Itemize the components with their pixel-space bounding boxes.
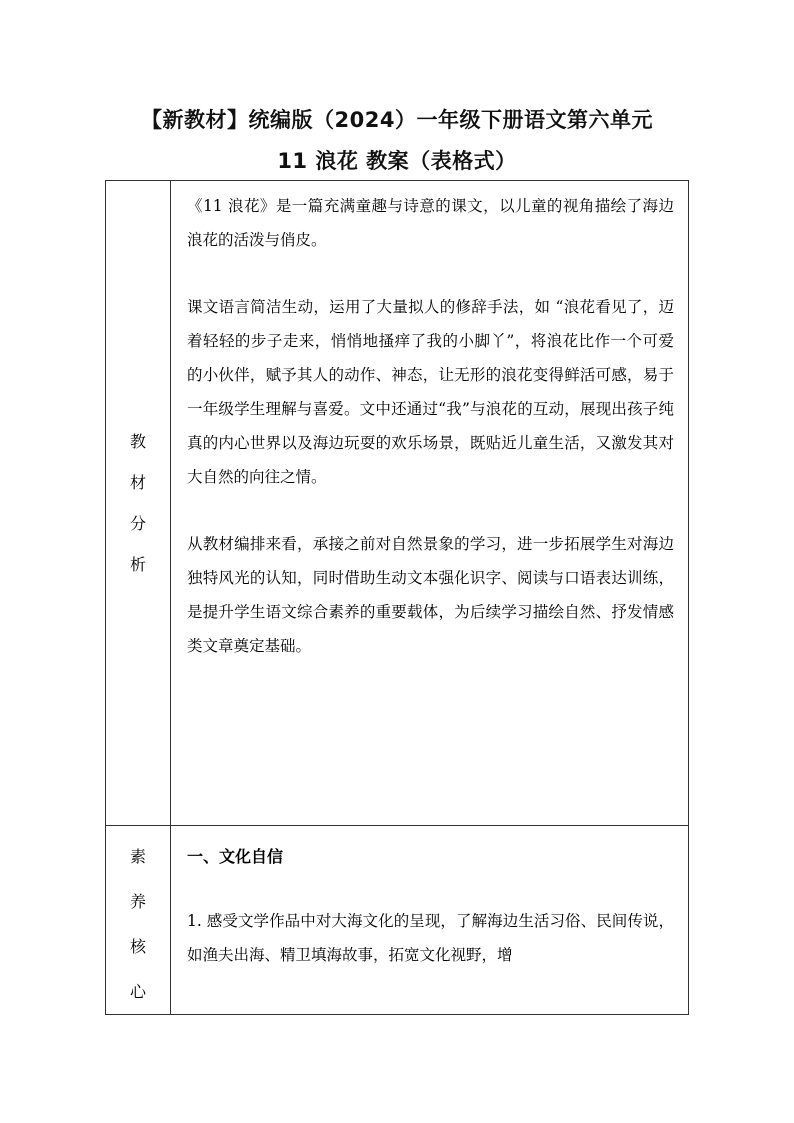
lesson-plan-table — [105, 180, 689, 1015]
document-title-line2: 11 浪花 教案（表格式） — [277, 149, 517, 173]
section-heading-cultural-confidence: 一、文化自信 — [187, 847, 284, 866]
row-content-core-literacy — [171, 826, 689, 1015]
label-char: 分 — [129, 514, 146, 533]
analysis-paragraph-arrangement: 从教材编排来看，承接之前对自然景象的学习，进一步拓展学生对海边独特风光的认知，同时借助生动文本强化识字、阅读与口语表达训练，是提升学生语文综合素养的重要载体，为后续学习描绘自然、抒发情感类文章奠定基础。 — [187, 535, 674, 655]
label-char: 析 — [129, 555, 146, 574]
label-char: 核 — [129, 937, 146, 956]
table-row-textbook-analysis — [106, 181, 689, 826]
row-label-core-literacy — [106, 826, 171, 1015]
row-content-textbook-analysis — [171, 181, 689, 826]
literacy-paragraph-1: 1. 感受文学作品中对大海文化的呈现，了解海边生活习俗、民间传说，如渔夫出海、精卫填海故事，拓宽文化视野，增 — [187, 912, 674, 964]
table-row-core-literacy — [106, 826, 689, 1015]
label-char: 养 — [129, 892, 146, 911]
label-char: 材 — [129, 473, 146, 492]
label-char: 素 — [129, 847, 146, 866]
analysis-paragraph-language: 课文语言简洁生动，运用了大量拟人的修辞手法，如 “浪花看见了，迈着轻轻的步子走来，悄悄地搔痒了我的小脚丫”，将浪花比作一个可爱的小伙伴，赋予其人的动作、神态，让无形的浪花变得鲜活可感，易于一年级学生理解与喜爱。文中还通过“我”与浪花的互动，展现出孩子纯真的内心世界以及海边玩耍的欢乐场景，既贴近儿童生活，又激发其对大自然的向往之情。 — [187, 298, 674, 486]
label-char: 教 — [129, 432, 146, 451]
row-label-textbook-analysis — [106, 181, 171, 826]
document-title-line1: 【新教材】统编版（2024）一年级下册语文第六单元 — [141, 108, 653, 132]
label-char: 心 — [129, 982, 146, 1001]
analysis-paragraph-intro: 《11 浪花》是一篇充满童趣与诗意的课文，以儿童的视角描绘了海边浪花的活泼与俏皮。 — [187, 197, 674, 249]
